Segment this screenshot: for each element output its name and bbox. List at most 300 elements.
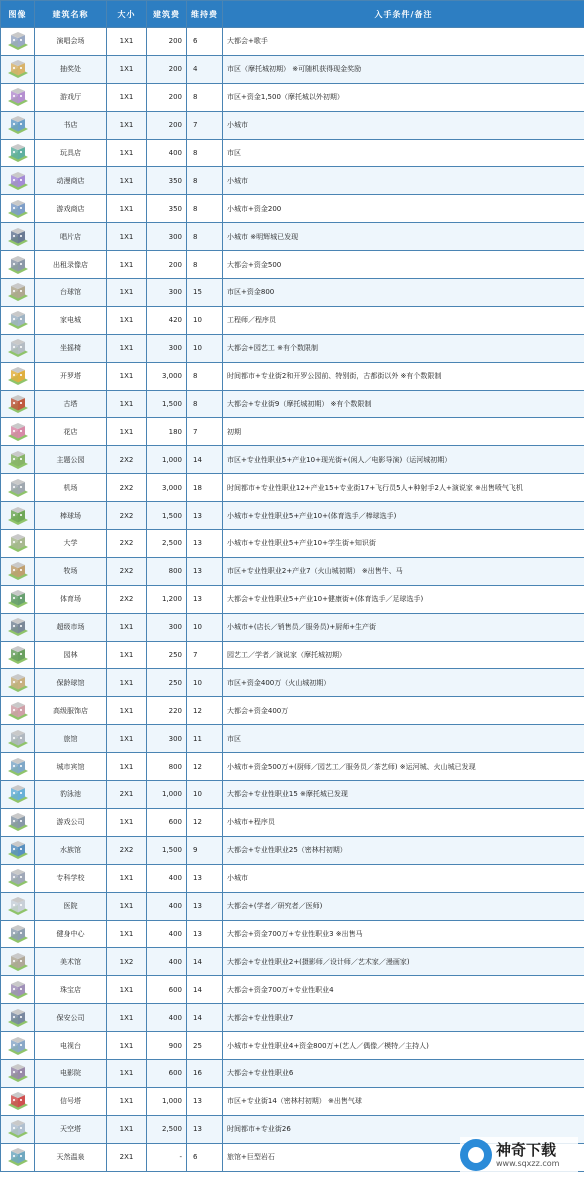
building-size: 1X1 (107, 808, 147, 836)
building-size: 2X2 (107, 530, 147, 558)
table-row (1, 334, 584, 362)
maintenance-cost: 10 (187, 306, 223, 334)
building-image-cell (1, 781, 35, 809)
building-icon (7, 31, 29, 51)
building-image-cell (1, 697, 35, 725)
table-row (1, 557, 584, 585)
building-icon (7, 171, 29, 191)
table-header (1, 1, 584, 28)
requirements: 时间都市+专业街26 (223, 1115, 584, 1143)
table-row (1, 167, 584, 195)
building-cost: 900 (147, 1032, 187, 1060)
building-image-cell (1, 530, 35, 558)
building-name: 信号塔 (35, 1087, 107, 1115)
maintenance-cost: 10 (187, 781, 223, 809)
building-cost: 1,500 (147, 836, 187, 864)
building-size: 1X1 (107, 725, 147, 753)
building-size: 1X1 (107, 1115, 147, 1143)
building-image-cell (1, 920, 35, 948)
requirements: 小城市+(店长／销售员／服务员)+厨师+生产街 (223, 613, 584, 641)
requirements: 市区+资金800 (223, 279, 584, 307)
building-image-cell (1, 641, 35, 669)
building-icon (7, 478, 29, 498)
building-icon (7, 366, 29, 386)
building-size: 2X2 (107, 836, 147, 864)
requirements: 小城市 ※明辉城已发现 (223, 223, 584, 251)
building-name: 天然温泉 (35, 1143, 107, 1171)
building-name: 超级市场 (35, 613, 107, 641)
table-row (1, 1004, 584, 1032)
requirements: 大都会+专业性职业15 ※摩托城已发现 (223, 781, 584, 809)
requirements: 市区+专业街14（密林村初期） ※出售气球 (223, 1087, 584, 1115)
building-image-cell (1, 83, 35, 111)
building-icon (7, 784, 29, 804)
building-icon (7, 450, 29, 470)
building-cost: 420 (147, 306, 187, 334)
header-image: 图像 (1, 1, 35, 28)
requirements: 初期 (223, 418, 584, 446)
maintenance-cost: 8 (187, 139, 223, 167)
table-row (1, 28, 584, 56)
building-cost: 200 (147, 28, 187, 56)
building-cost: 400 (147, 892, 187, 920)
building-name: 玩具店 (35, 139, 107, 167)
building-image-cell (1, 808, 35, 836)
building-image-cell (1, 948, 35, 976)
maintenance-cost: 8 (187, 223, 223, 251)
maintenance-cost: 4 (187, 55, 223, 83)
table-row (1, 195, 584, 223)
building-name: 动漫商店 (35, 167, 107, 195)
building-cost: 250 (147, 641, 187, 669)
building-icon (7, 87, 29, 107)
building-icon (7, 115, 29, 135)
table-row (1, 920, 584, 948)
building-name: 坐摇椅 (35, 334, 107, 362)
building-icon (7, 812, 29, 832)
building-cost: 600 (147, 808, 187, 836)
building-icon (7, 729, 29, 749)
building-cost: 300 (147, 223, 187, 251)
building-name: 旅馆 (35, 725, 107, 753)
building-image-cell (1, 725, 35, 753)
building-icon (7, 506, 29, 526)
requirements: 大都会+资金700万+专业性职业4 (223, 976, 584, 1004)
building-name: 游戏厅 (35, 83, 107, 111)
building-icon (7, 673, 29, 693)
building-cost: 400 (147, 920, 187, 948)
building-name: 家电城 (35, 306, 107, 334)
table-row (1, 641, 584, 669)
building-image-cell (1, 613, 35, 641)
building-name: 保安公司 (35, 1004, 107, 1032)
maintenance-cost: 7 (187, 111, 223, 139)
table-row (1, 669, 584, 697)
building-icon (7, 1063, 29, 1083)
building-size: 1X1 (107, 1059, 147, 1087)
building-icon (7, 1036, 29, 1056)
building-image-cell (1, 976, 35, 1004)
maintenance-cost: 12 (187, 697, 223, 725)
building-name: 美术馆 (35, 948, 107, 976)
building-name: 书店 (35, 111, 107, 139)
building-icon (7, 757, 29, 777)
building-size: 1X1 (107, 613, 147, 641)
building-name: 电视台 (35, 1032, 107, 1060)
table-row (1, 530, 584, 558)
requirements: 大都会+专业性职业7 (223, 1004, 584, 1032)
building-cost: 400 (147, 139, 187, 167)
building-name: 唱片店 (35, 223, 107, 251)
building-cost: 1,500 (147, 390, 187, 418)
building-image-cell (1, 836, 35, 864)
building-size: 1X1 (107, 641, 147, 669)
requirements: 大都会+专业性职业5+产业10+健康街+(体育选手／足球选手) (223, 585, 584, 613)
maintenance-cost: 13 (187, 557, 223, 585)
building-cost: 400 (147, 948, 187, 976)
requirements: 市区 (223, 725, 584, 753)
maintenance-cost: 14 (187, 948, 223, 976)
building-cost: 300 (147, 613, 187, 641)
building-image-cell (1, 1087, 35, 1115)
building-icon (7, 868, 29, 888)
building-size: 1X1 (107, 334, 147, 362)
table-row (1, 223, 584, 251)
building-cost: - (147, 1143, 187, 1171)
building-image-cell (1, 167, 35, 195)
maintenance-cost: 11 (187, 725, 223, 753)
requirements: 小城市+程序员 (223, 808, 584, 836)
maintenance-cost: 13 (187, 864, 223, 892)
building-name: 花店 (35, 418, 107, 446)
watermark (460, 1137, 578, 1173)
table-row (1, 725, 584, 753)
table-row (1, 781, 584, 809)
table-body (1, 28, 584, 1172)
table-row (1, 55, 584, 83)
requirements: 大都会+(学者／研究者／医师) (223, 892, 584, 920)
maintenance-cost: 12 (187, 808, 223, 836)
building-size: 1X1 (107, 1087, 147, 1115)
building-image-cell (1, 474, 35, 502)
building-image-cell (1, 892, 35, 920)
building-name: 专科学校 (35, 864, 107, 892)
building-cost: 300 (147, 725, 187, 753)
maintenance-cost: 13 (187, 585, 223, 613)
building-icon (7, 645, 29, 665)
table-row (1, 892, 584, 920)
building-icon (7, 227, 29, 247)
building-name: 古塔 (35, 390, 107, 418)
building-name: 天空塔 (35, 1115, 107, 1143)
building-image-cell (1, 864, 35, 892)
building-image-cell (1, 418, 35, 446)
requirements: 小城市+专业性职业5+产业10+学生街+知识街 (223, 530, 584, 558)
table-row (1, 808, 584, 836)
requirements: 小城市+专业性职业5+产业10+(体育选手／棒球选手) (223, 502, 584, 530)
building-size: 1X1 (107, 390, 147, 418)
building-icon (7, 143, 29, 163)
requirements: 大都会+专业街9（摩托城初期） ※有个数限制 (223, 390, 584, 418)
maintenance-cost: 8 (187, 390, 223, 418)
requirements: 大都会+专业性职业6 (223, 1059, 584, 1087)
building-name: 开罗塔 (35, 362, 107, 390)
header-maintenance: 维持费 (187, 1, 223, 28)
table-row (1, 613, 584, 641)
building-image-cell (1, 55, 35, 83)
maintenance-cost: 12 (187, 753, 223, 781)
building-size: 1X1 (107, 753, 147, 781)
building-cost: 3,000 (147, 474, 187, 502)
building-size: 1X1 (107, 195, 147, 223)
building-size: 2X2 (107, 585, 147, 613)
building-size: 2X2 (107, 502, 147, 530)
maintenance-cost: 9 (187, 836, 223, 864)
maintenance-cost: 13 (187, 1115, 223, 1143)
requirements: 小城市 (223, 864, 584, 892)
requirements: 大都会+资金400万 (223, 697, 584, 725)
building-icon (7, 701, 29, 721)
building-cost: 1,000 (147, 781, 187, 809)
building-size: 1X1 (107, 167, 147, 195)
maintenance-cost: 13 (187, 1087, 223, 1115)
building-image-cell (1, 1143, 35, 1171)
table-row (1, 948, 584, 976)
building-size: 1X1 (107, 279, 147, 307)
building-cost: 220 (147, 697, 187, 725)
building-image-cell (1, 390, 35, 418)
building-name: 游戏公司 (35, 808, 107, 836)
maintenance-cost: 8 (187, 251, 223, 279)
building-cost: 180 (147, 418, 187, 446)
table-row (1, 836, 584, 864)
maintenance-cost: 13 (187, 530, 223, 558)
building-size: 1X1 (107, 976, 147, 1004)
building-cost: 3,000 (147, 362, 187, 390)
maintenance-cost: 14 (187, 976, 223, 1004)
table-row (1, 418, 584, 446)
building-size: 1X1 (107, 251, 147, 279)
building-image-cell (1, 1032, 35, 1060)
table-row (1, 585, 584, 613)
maintenance-cost: 14 (187, 1004, 223, 1032)
building-image-cell (1, 223, 35, 251)
building-icon (7, 422, 29, 442)
building-name: 保龄球馆 (35, 669, 107, 697)
requirements: 小城市 (223, 111, 584, 139)
building-image-cell (1, 753, 35, 781)
building-name: 抽奖处 (35, 55, 107, 83)
building-icon (7, 1091, 29, 1111)
requirements: 市区+专业性职业2+产业7（火山城初期） ※出售牛、马 (223, 557, 584, 585)
building-cost: 2,500 (147, 530, 187, 558)
building-size: 2X2 (107, 557, 147, 585)
requirements: 市区+专业性职业5+产业10+现光街+(闲人／电影导演)（运河城初期） (223, 446, 584, 474)
maintenance-cost: 13 (187, 892, 223, 920)
building-cost: 600 (147, 1059, 187, 1087)
requirements: 市区+资金1,500（摩托城以外初期） (223, 83, 584, 111)
table-row (1, 446, 584, 474)
maintenance-cost: 6 (187, 28, 223, 56)
building-icon (7, 617, 29, 637)
building-size: 1X1 (107, 697, 147, 725)
table-row (1, 1059, 584, 1087)
building-name: 体育场 (35, 585, 107, 613)
table-row (1, 251, 584, 279)
building-name: 游戏商店 (35, 195, 107, 223)
building-size: 1X1 (107, 55, 147, 83)
building-cost: 800 (147, 557, 187, 585)
building-image-cell (1, 1059, 35, 1087)
maintenance-cost: 6 (187, 1143, 223, 1171)
requirements: 市区（摩托城初期） ※可随机获得现金奖励 (223, 55, 584, 83)
header-size: 大小 (107, 1, 147, 28)
requirements: 时间都市+专业性职业12+产业15+专业街17+飞行员5人+种射手2人+演说家 ※出售喷气飞机 (223, 474, 584, 502)
requirements: 小城市 (223, 167, 584, 195)
table-row (1, 976, 584, 1004)
building-cost: 250 (147, 669, 187, 697)
building-size: 1X1 (107, 920, 147, 948)
table-row (1, 1032, 584, 1060)
building-cost: 350 (147, 195, 187, 223)
requirements: 市区 (223, 139, 584, 167)
building-image-cell (1, 1115, 35, 1143)
building-size: 1X1 (107, 362, 147, 390)
table-row (1, 362, 584, 390)
building-icon (7, 896, 29, 916)
building-image-cell (1, 195, 35, 223)
building-icon (7, 255, 29, 275)
building-image-cell (1, 139, 35, 167)
building-cost: 600 (147, 976, 187, 1004)
building-image-cell (1, 362, 35, 390)
building-size: 1X1 (107, 223, 147, 251)
building-cost: 300 (147, 334, 187, 362)
building-size: 1X1 (107, 892, 147, 920)
building-image-cell (1, 111, 35, 139)
building-cost: 300 (147, 279, 187, 307)
requirements: 市区+资金400万（火山城初期） (223, 669, 584, 697)
maintenance-cost: 13 (187, 502, 223, 530)
requirements: 时间都市+专业街2和开罗公园前、特别街，古都街以外 ※有个数限制 (223, 362, 584, 390)
building-name: 主题公园 (35, 446, 107, 474)
building-image-cell (1, 279, 35, 307)
building-size: 1X1 (107, 28, 147, 56)
requirements: 小城市+资金200 (223, 195, 584, 223)
building-name: 出租录像店 (35, 251, 107, 279)
building-cost: 1,000 (147, 446, 187, 474)
table-row (1, 306, 584, 334)
building-image-cell (1, 557, 35, 585)
building-image-cell (1, 446, 35, 474)
building-name: 医院 (35, 892, 107, 920)
building-name: 高级服饰店 (35, 697, 107, 725)
building-size: 1X1 (107, 83, 147, 111)
building-image-cell (1, 669, 35, 697)
building-icon (7, 533, 29, 553)
building-cost: 400 (147, 1004, 187, 1032)
building-size: 1X2 (107, 948, 147, 976)
building-size: 1X1 (107, 1004, 147, 1032)
building-icon (7, 980, 29, 1000)
building-cost: 350 (147, 167, 187, 195)
building-size: 1X1 (107, 139, 147, 167)
watermark-title: 神奇下载 (496, 1141, 557, 1159)
building-image-cell (1, 306, 35, 334)
building-name: 演唱会场 (35, 28, 107, 56)
building-cost: 1,500 (147, 502, 187, 530)
watermark-logo-icon (460, 1139, 492, 1171)
building-name: 牧场 (35, 557, 107, 585)
maintenance-cost: 10 (187, 613, 223, 641)
table-row (1, 111, 584, 139)
maintenance-cost: 10 (187, 669, 223, 697)
requirements: 小城市+专业性职业4+资金800万+(艺人／偶像／模特／主持人) (223, 1032, 584, 1060)
building-cost: 2,500 (147, 1115, 187, 1143)
building-cost: 1,000 (147, 1087, 187, 1115)
maintenance-cost: 7 (187, 418, 223, 446)
building-name: 大学 (35, 530, 107, 558)
table-row (1, 390, 584, 418)
header-cost: 建筑费 (147, 1, 187, 28)
building-cost: 400 (147, 864, 187, 892)
building-size: 1X1 (107, 864, 147, 892)
building-size: 2X2 (107, 474, 147, 502)
requirements: 大都会+资金500 (223, 251, 584, 279)
building-icon (7, 561, 29, 581)
building-name: 健身中心 (35, 920, 107, 948)
building-image-cell (1, 585, 35, 613)
table-row (1, 279, 584, 307)
building-icon (7, 1119, 29, 1139)
building-size: 1X1 (107, 669, 147, 697)
building-cost: 1,200 (147, 585, 187, 613)
maintenance-cost: 8 (187, 362, 223, 390)
building-icon (7, 1008, 29, 1028)
building-name: 台球馆 (35, 279, 107, 307)
building-icon (7, 394, 29, 414)
building-icon (7, 924, 29, 944)
maintenance-cost: 16 (187, 1059, 223, 1087)
table-row (1, 474, 584, 502)
building-name: 棒球场 (35, 502, 107, 530)
table-row (1, 83, 584, 111)
maintenance-cost: 13 (187, 920, 223, 948)
building-icon (7, 338, 29, 358)
watermark-url: www.sqxzz.com (496, 1159, 560, 1168)
building-icon (7, 1147, 29, 1167)
requirements: 大都会+专业性职业25（密林村初期） (223, 836, 584, 864)
building-name: 电影院 (35, 1059, 107, 1087)
requirements: 园艺工／学者／演说家（摩托城初期） (223, 641, 584, 669)
building-size: 1X1 (107, 306, 147, 334)
maintenance-cost: 18 (187, 474, 223, 502)
building-name: 园林 (35, 641, 107, 669)
building-icon (7, 282, 29, 302)
building-size: 2X2 (107, 446, 147, 474)
requirements: 大都会+歌手 (223, 28, 584, 56)
building-cost: 200 (147, 83, 187, 111)
maintenance-cost: 8 (187, 83, 223, 111)
building-name: 机场 (35, 474, 107, 502)
building-cost: 200 (147, 55, 187, 83)
table-row (1, 502, 584, 530)
maintenance-cost: 8 (187, 195, 223, 223)
building-size: 1X1 (107, 1032, 147, 1060)
table-row (1, 864, 584, 892)
building-cost: 800 (147, 753, 187, 781)
building-size: 1X1 (107, 111, 147, 139)
